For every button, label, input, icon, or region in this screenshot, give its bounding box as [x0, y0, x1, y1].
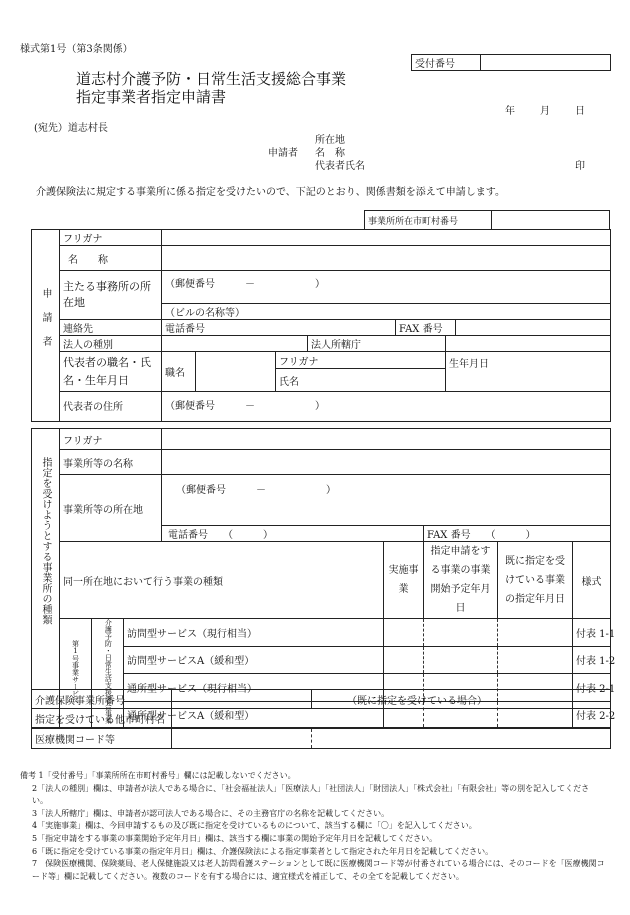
contact-tel[interactable]: 電話番号: [162, 320, 396, 336]
title-line1: 道志村介護予防・日常生活支援総合事業: [76, 70, 347, 88]
office-name-label: 事業所等の名称: [60, 450, 162, 475]
service-2-prev[interactable]: [498, 646, 573, 674]
city-number-label: 事業所所在市町村番号: [365, 211, 492, 230]
applicant-name-label: 名 称: [315, 148, 345, 159]
main-office-postal[interactable]: （郵便番号 － ）: [162, 271, 611, 304]
main-office-building[interactable]: （ビルの名称等）: [162, 304, 611, 320]
receipt-box: [411, 54, 611, 71]
office-address-label: 事業所等の所在地: [60, 475, 162, 542]
col-prev: 既に指定を受けている事業の指定年月日: [498, 542, 573, 619]
rep-title-label: 代表者の職名・氏名・生年月日: [60, 352, 162, 392]
city-number-field[interactable]: [492, 211, 610, 230]
medical-code-field[interactable]: [172, 729, 312, 749]
office-fax[interactable]: FAX 番号 （ ）: [424, 526, 611, 542]
service-4-form: 付表 2-2: [573, 701, 611, 727]
medical-code-label: 医療機関コード等: [32, 729, 172, 749]
service-2-form: 付表 1-2: [573, 646, 611, 674]
note-2: 2「法人の種別」欄は、申請者が法人である場合に、「社会福祉法人」「医療法人」「社団法人」「財団法人」「株式会社」「有限会社」等の別を記入してください。: [32, 783, 590, 806]
service-row-2: 訪問型サービスA（緩和型）: [124, 646, 384, 674]
applicant-furigana-field[interactable]: [162, 230, 611, 246]
bottom-table: [31, 689, 611, 749]
other-city-label: 指定を受けている他市町村名: [32, 709, 172, 729]
insurance-no-field[interactable]: [172, 690, 312, 709]
rep-address-postal[interactable]: （郵便番号 － ）: [162, 392, 611, 421]
applicant-table: [31, 229, 611, 422]
receipt-label: 受付番号: [412, 55, 481, 71]
service-1-prev[interactable]: [498, 619, 573, 647]
form-label: 様式第1号（第3条関係）: [20, 44, 133, 55]
applicant-address-label: 所在地: [315, 135, 345, 146]
medical-code-extra[interactable]: [312, 729, 611, 749]
city-number-box: [364, 210, 610, 230]
corp-authority-label: 法人所轄庁: [308, 336, 446, 352]
note-5: 5「指定申請をする事業の事業開始予定年月日」欄は、該当する欄に事業の開始予定年月日を記載してください。: [32, 833, 438, 843]
position-label: 職名: [162, 352, 196, 392]
note-4: 4「実施事業」欄は、今回申請するもの及び既に指定を受けているものについて、該当する欄に「〇」を記入してください。: [32, 821, 477, 831]
applicant-role-label: 申請者: [268, 148, 298, 159]
note-6: 6「既に指定を受けている事業の指定年月日」欄は、介護保険法による指定事業者として指定された年月日を記載してください。: [32, 846, 494, 856]
rep-address-field[interactable]: [162, 421, 611, 422]
service-row-4: 通所型サービスA（緩和型）: [124, 701, 384, 727]
rep-furigana-label: フリガナ: [276, 352, 446, 369]
office-table: [31, 428, 616, 728]
rep-address-label: 代表者の住所: [60, 392, 162, 422]
applicant-rep-label: 代表者氏名: [315, 161, 365, 172]
contact-label: 連絡先: [60, 320, 162, 336]
same-location-label: 同一所在地において行う事業の種類: [60, 542, 384, 619]
col-impl: 実施事業: [384, 542, 424, 619]
date-month: 月: [540, 106, 550, 117]
col-form: 様式: [573, 542, 611, 619]
applicant-section-label: 申請者: [32, 230, 60, 422]
note-1: 備考 1「受付番号」「事業所所在市町村番号」欄には記載しないでください。: [20, 771, 296, 780]
cat2-label: 介護予防・日常生活支援総合事業: [92, 619, 124, 728]
service-1-form: 付表 1-1: [573, 619, 611, 647]
title-line2: 指定事業者指定申請書: [76, 88, 227, 106]
office-name-field[interactable]: [162, 450, 611, 475]
service-row-1: 訪問型サービス（現行相当）: [124, 619, 384, 647]
position-field[interactable]: [196, 352, 276, 392]
office-tel[interactable]: 電話番号 （ ）: [162, 526, 424, 542]
main-office-label: 主たる事務所の所在地: [60, 271, 162, 320]
corp-type-label: 法人の種別: [60, 336, 162, 352]
insurance-no-label: 介護保険事業所番号: [32, 690, 172, 709]
service-1-impl[interactable]: [384, 619, 424, 647]
office-section-label: 指定を受けようとする事業所の種類: [32, 429, 60, 728]
contact-fax[interactable]: FAX 番号: [396, 320, 611, 336]
person-name-label: 氏名: [276, 369, 446, 392]
note-3: 3「法人所轄庁」欄は、申請者が認可法人である場合に、その主務官庁の名称を記載してください。: [32, 808, 390, 818]
office-furigana-field[interactable]: [162, 429, 611, 450]
notes: [20, 770, 605, 883]
col-start: 指定申請をする事業の事業開始予定年月日: [424, 542, 498, 619]
service-row-3: 通所型サービス（現行相当）: [124, 674, 384, 702]
other-city-field[interactable]: [172, 709, 611, 729]
insurance-no-note: （既に指定を受けている場合）: [312, 690, 611, 709]
corp-authority-field[interactable]: [446, 336, 611, 352]
receipt-field[interactable]: [481, 55, 611, 71]
date-year: 年: [505, 106, 515, 117]
office-postal[interactable]: （郵便番号 － ）: [162, 475, 611, 526]
applicant-furigana-label: フリガナ: [60, 230, 162, 246]
seal-mark: 印: [575, 161, 585, 172]
birthdate-label[interactable]: 生年月日: [446, 352, 611, 392]
date-day: 日: [575, 106, 585, 117]
corp-type-field[interactable]: [162, 336, 308, 352]
service-1-start[interactable]: [424, 619, 498, 647]
addressee: (宛先）道志村長: [34, 123, 108, 134]
service-3-form: 付表 2-1: [573, 674, 611, 702]
office-furigana-label: フリガナ: [60, 429, 162, 450]
statement: 介護保険法に規定する事業所に係る指定を受けたいので、下記のとおり、関係書類を添えて申請します。: [36, 187, 505, 198]
cat1-label: 第1号事業サービス: [60, 619, 92, 728]
note-7: 7 保険医療機関、保険薬局、老人保健施設又は老人訪問看護ステーションとして既に医療機関コード等が付番されている場合には、そのコードを「医療機関コード等」欄に記載してください。複数のコードを有する場合には、適宜様式を補正して、その全てを記載してください。: [32, 859, 605, 881]
service-2-impl[interactable]: [384, 646, 424, 674]
service-2-start[interactable]: [424, 646, 498, 674]
applicant-name-row-label: 名 称: [60, 246, 162, 271]
applicant-name-field[interactable]: [162, 246, 611, 271]
